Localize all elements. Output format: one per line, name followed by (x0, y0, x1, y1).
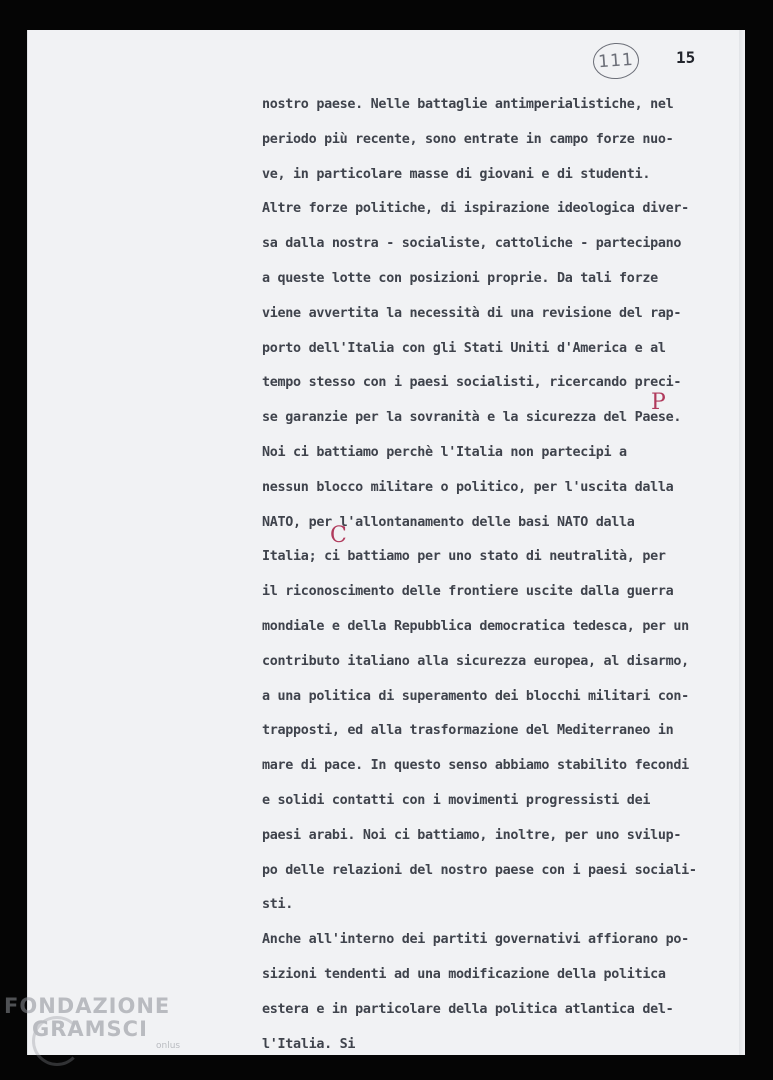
text-line: sa dalla nostra - socialiste, cattoliche - partecipano (262, 236, 682, 252)
text-line: mare di pace. In questo senso abbiamo stabilito fecondi (262, 758, 689, 774)
text-line: l'Italia. Si (262, 1036, 356, 1052)
text-line: a una politica di superamento dei blocchi militari con- (262, 688, 689, 704)
watermark-line2: GRAMSCI (32, 1017, 148, 1041)
text-line: ve, in particolare masse di giovani e di studenti. (262, 166, 651, 182)
text-line: periodo più recente, sono entrate in campo forze nuo- (262, 131, 674, 147)
text-line: sizioni tendenti ad una modificazione della politica (262, 966, 666, 982)
text-line: viene avvertita la necessità di una revisione del rap- (262, 305, 682, 321)
text-line: e solidi contatti con i movimenti progressisti dei (262, 792, 651, 808)
text-line: nessun blocco militare o politico, per l'uscita dalla (262, 479, 674, 495)
text-line: mondiale e della Repubblica democratica tedesca, per un (262, 618, 689, 634)
text-line: sti. (262, 897, 294, 913)
watermark-sub: onlus (156, 1041, 181, 1051)
handwritten-correction-c: C (330, 523, 347, 548)
text-line: nostro paese. Nelle battaglie antimperialistiche, nel (262, 97, 674, 112)
page-number: 15 (676, 48, 696, 67)
text-line: contributo italiano alla sicurezza europea, al disarmo, (262, 653, 689, 669)
text-line: NATO, per l'allontanamento delle basi NATO dalla (262, 514, 635, 530)
text-line: po delle relazioni del nostro paese con i paesi sociali- (262, 862, 697, 878)
handwritten-correction-p: P (651, 390, 666, 415)
typed-text (262, 88, 742, 1062)
text-line: estera e in particolare della politica atlantica del- (262, 1001, 674, 1017)
archive-watermark (4, 996, 180, 1051)
text-line: Altre forze politiche, di ispirazione ideologica diver- (262, 201, 689, 217)
text-line: a queste lotte con posizioni proprie. Da tali forze (262, 270, 658, 286)
text-line: Noi ci battiamo perchè l'Italia non partecipi a (262, 444, 627, 460)
text-line: trapposti, ed alla trasformazione del Mediterraneo in (262, 723, 674, 739)
watermark-logo-icon (32, 1016, 82, 1066)
text-line: il riconoscimento delle frontiere uscite dalla guerra (262, 584, 674, 600)
text-line: se garanzie per la sovranità e la sicurezza del Paese. (262, 410, 682, 426)
text-line: Italia; ci battiamo per uno stato di neutralità, per (262, 549, 666, 565)
text-line: Anche all'interno dei partiti governativi affiorano po- (262, 932, 689, 948)
text-line: tempo stesso con i paesi socialisti, ricercando preci- (262, 375, 682, 391)
stamp-number: 111 (597, 49, 635, 73)
text-line: porto dell'Italia con gli Stati Uniti d'America e al (262, 340, 666, 356)
archive-stamp (592, 41, 640, 80)
text-line: paesi arabi. Noi ci battiamo, inoltre, per uno svilup- (262, 827, 682, 843)
document-page (27, 30, 745, 1055)
watermark-line1: FONDAZIONE (4, 994, 171, 1018)
